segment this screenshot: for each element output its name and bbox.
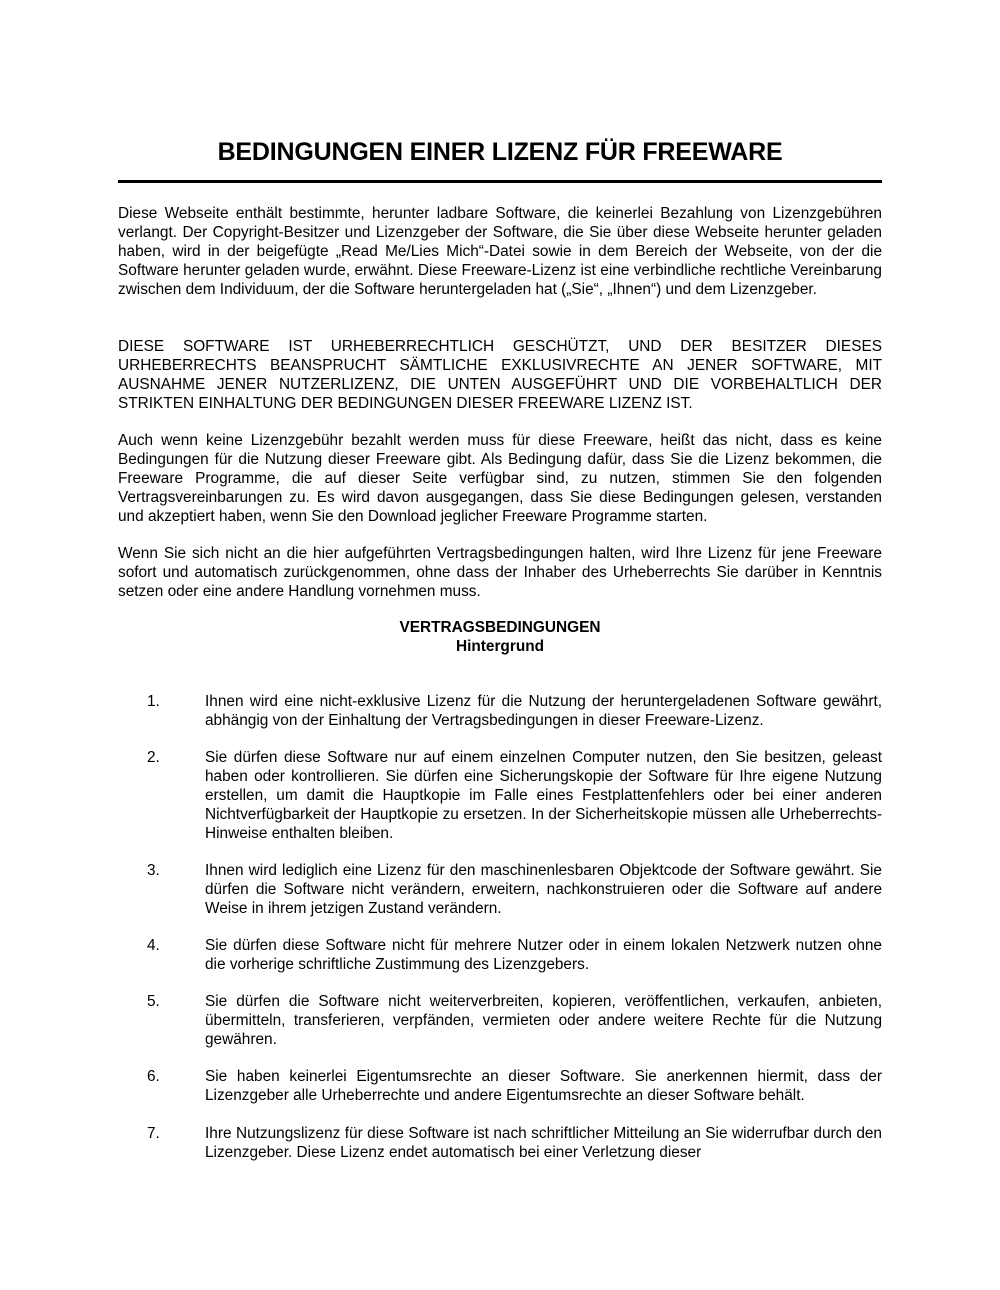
title-divider <box>118 180 882 183</box>
list-item-number: 7. <box>147 1125 160 1142</box>
list-item-number: 1. <box>147 693 160 710</box>
list-item-text: Ihre Nutzungslizenz für diese Software ist nach schriftlicher Mitteilung an Sie widerrufbar durch den Lizenzgeber. Diese Lizenz endet automatisch bei einer Verletzung dieser <box>205 1125 882 1161</box>
subsection-heading: Hintergrund <box>455 638 545 655</box>
intro-paragraph-license-info: Diese Webseite enthält bestimmte, herunter ladbare Software, die keinerlei Bezahlung von Lizenzgebühren verlangt. Der Copyright-Besitzer und Lizenzgeber der Software, die Sie über diese Webseite herunter geladen haben, wird in der beigefügte „Read Me/Lies Mich“-Datei sowie in dem Bereich der Webseite, von der die Software herunter geladen wurde, erwähnt. Diese Freeware-Lizenz ist eine verbindliche rechtliche Vereinbarung zwischen dem Individuum, der die Software heruntergeladen hat („Sie“, „Ihnen“) und dem Lizenzgeber. <box>118 205 882 298</box>
list-item-text: Ihnen wird eine nicht-exklusive Lizenz für die Nutzung der heruntergeladenen Software gewährt, abhängig von der Einhaltung der Vertragsbedingungen in dieser Freeware-Lizenz. <box>205 693 882 729</box>
list-item-text: Sie dürfen die Software nicht weiterverbreiten, kopieren, veröffentlichen, verkaufen, anbieten, übermitteln, transferieren, verpfänden, vermieten oder andere weitere Rechte für die Nutzung gewähren. <box>205 993 882 1048</box>
list-item-number: 6. <box>147 1068 160 1085</box>
list-item-text: Sie dürfen diese Software nicht für mehrere Nutzer oder in einem lokalen Netzwerk nutzen ohne die vorherige schriftliche Zustimmung des Lizenzgebers. <box>205 937 882 973</box>
list-item-text: Ihnen wird lediglich eine Lizenz für den maschinenlesbaren Objektcode der Software gewährt. Sie dürfen die Software nicht verändern, erweitern, nachkonstruieren oder die Software auf andere Weise in ihrem jetzigen Zustand verändern. <box>205 862 882 917</box>
list-item-number: 2. <box>147 749 160 766</box>
page-title: BEDINGUNGEN EINER LIZENZ FÜR FREEWARE <box>217 138 783 166</box>
list-item-number: 3. <box>147 862 160 879</box>
list-item-text: Sie haben keinerlei Eigentumsrechte an dieser Software. Sie anerkennen hiermit, dass der Lizenzgeber alle Urheberrechte und andere Eigentumsrechte an dieser Software behält. <box>205 1068 882 1104</box>
intro-paragraph-conditions: Auch wenn keine Lizenzgebühr bezahlt werden muss für diese Freeware, heißt das nicht, dass es keine Bedingungen für die Nutzung dieser Freeware gibt. Als Bedingung dafür, dass Sie die Lizenz bekommen, die Freeware Programme, die auf dieser Seite verfügbar sind, zu nutzen, stimmen Sie den folgenden Vertragsvereinbarungen zu. Es wird davon ausgegangen, dass Sie diese Bedingungen gelesen, verstanden und akzeptiert haben, wenn Sie den Download jeglicher Freeware Programme starten. <box>118 432 882 525</box>
list-item-text: Sie dürfen diese Software nur auf einem einzelnen Computer nutzen, den Sie besitzen, geleast haben oder kontrollieren. Sie dürfen eine Sicherungskopie der Software für Ihre eigene Nutzung erstellen, um damit die Hauptkopie im Falle eines Festplattenfehlers oder bei einer anderen Nichtverfügbarkeit der Hauptkopie zu ersetzen. In der Sicherheitskopie müssen alle Urheberrechts-Hinweise enthalten bleiben. <box>205 749 882 842</box>
intro-paragraph-copyright-notice: DIESE SOFTWARE IST URHEBERRECHTLICH GESCHÜTZT, UND DER BESITZER DIESES URHEBERRECHTS BEANSPRUCHT SÄMTLICHE EXKLUSIVRECHTE AN JENER SOFTWARE, MIT AUSNAHME JENER NUTZERLIZENZ, DIE UNTEN AUSGEFÜHRT UND DIE VORBEHALTLICH DER STRIKTEN EINHALTUNG DER BEDINGUNGEN DIESER FREEWARE LIZENZ IST. <box>118 338 882 412</box>
list-item-number: 4. <box>147 937 160 954</box>
list-item-number: 5. <box>147 993 160 1010</box>
section-heading: VERTRAGSBEDINGUNGEN <box>399 619 601 636</box>
intro-paragraph-revocation: Wenn Sie sich nicht an die hier aufgeführten Vertragsbedingungen halten, wird Ihre Lizenz für jene Freeware sofort und automatisch zurückgenommen, ohne dass der Inhaber des Urheberrechts Sie darüber in Kenntnis setzen oder eine andere Handlung vornehmen muss. <box>118 545 882 600</box>
